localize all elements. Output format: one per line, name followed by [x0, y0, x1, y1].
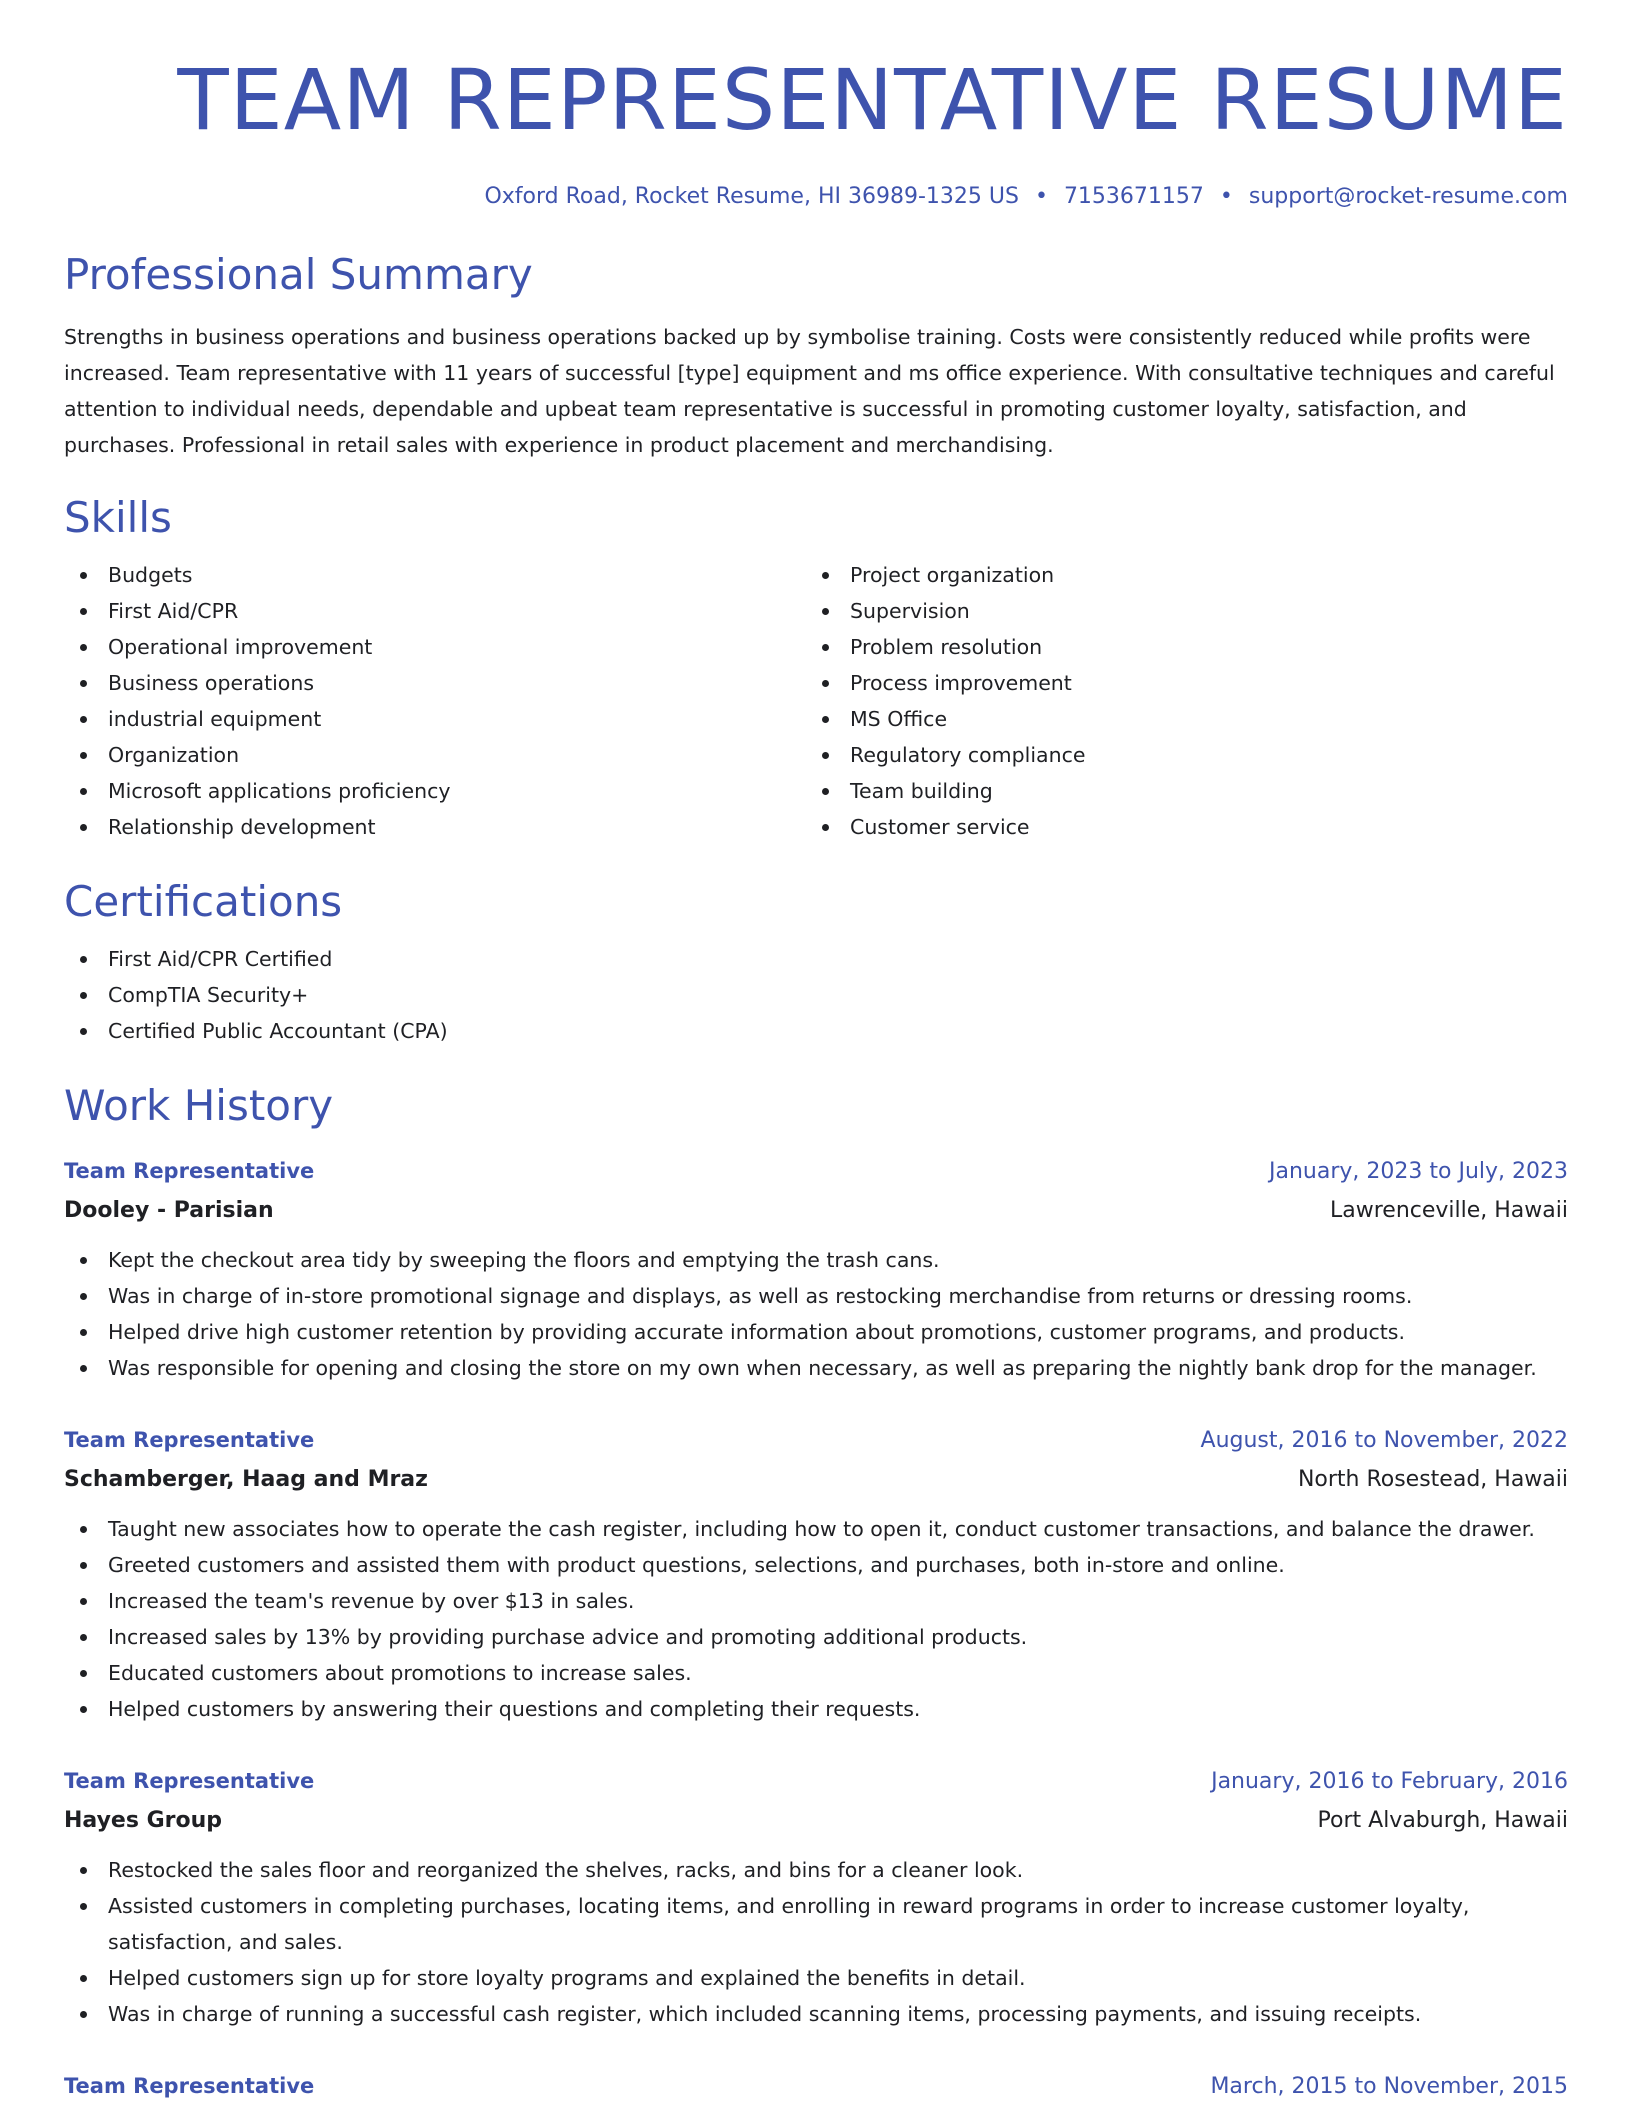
skill-item: industrial equipment [64, 701, 806, 737]
certification-item: First Aid/CPR Certified [64, 941, 1568, 977]
job-duty: Increased the team's revenue by over $13 in sales. [64, 1583, 1568, 1619]
certifications-heading: Certifications [64, 876, 343, 926]
job-dates: August, 2016 to November, 2022 [1200, 1428, 1568, 1454]
skills-heading: Skills [64, 492, 172, 542]
job-dates: March, 2015 to November, 2015 [1210, 2074, 1568, 2100]
job-entry [64, 2066, 1568, 2107]
job-duties-list [64, 1511, 1568, 1727]
contact-address: Oxford Road, Rocket Resume, HI 36989-1325 US [484, 184, 1019, 209]
job-header-row [64, 2066, 1568, 2107]
skills-list-right [806, 557, 1568, 845]
job-entry [64, 1420, 1568, 1727]
job-duty: Increased sales by 13% by providing purchase advice and promoting additional products. [64, 1619, 1568, 1655]
contact-separator: • [1034, 184, 1048, 209]
resume-title: TEAM REPRESENTATIVE RESUME [177, 51, 1568, 149]
skill-item: Microsoft applications proficiency [64, 773, 806, 809]
certification-item: Certified Public Accountant (CPA) [64, 1013, 1568, 1049]
job-role: Team Representative [64, 1159, 315, 1184]
job-location: Port Alvaburgh, Hawaii [1317, 1808, 1568, 1834]
skill-item: Operational improvement [64, 629, 806, 665]
job-duty: Was responsible for opening and closing the store on my own when necessary, as well as preparing the nightly bank drop for the manager. [64, 1350, 1568, 1386]
contact-line [64, 184, 1568, 210]
skill-item: Relationship development [64, 809, 806, 845]
summary-text: Strengths in business operations and business operations backed up by symbolise training. Costs were consistently reduced while profits were increased. Team representative with 11 years of successful [type] equipment and ms office experience. With consultative techniques and careful attention to individual needs, dependable and upbeat team representative is successful in promoting customer loyalty, satisfaction, and purchases. Professional in retail sales with experience in product placement and merchandising. [64, 324, 1555, 457]
job-duty: Restocked the sales floor and reorganized the shelves, racks, and bins for a cleaner look. [64, 1852, 1568, 1888]
skill-item: Process improvement [806, 665, 1568, 701]
job-duty: Helped customers by answering their questions and completing their requests. [64, 1691, 1568, 1727]
skill-item: Customer service [806, 809, 1568, 845]
contact-phone: 7153671157 [1063, 184, 1204, 209]
job-company-row [64, 1802, 1568, 1840]
skill-item: Business operations [64, 665, 806, 701]
job-entry [64, 1151, 1568, 1386]
job-entry [64, 1761, 1568, 2032]
job-header-row [64, 1761, 1568, 1802]
job-company: Hayes Group [64, 1808, 223, 1834]
job-duty: Greeted customers and assisted them with product questions, selections, and purchases, both in-store and online. [64, 1547, 1568, 1583]
skill-item: Budgets [64, 557, 806, 593]
job-duty: Was in charge of running a successful cash register, which included scanning items, processing payments, and issuing receipts. [64, 1996, 1568, 2032]
job-header-row [64, 1420, 1568, 1461]
skill-item: MS Office [806, 701, 1568, 737]
job-company-row [64, 1461, 1568, 1499]
job-company-row [64, 1192, 1568, 1230]
job-duties-list [64, 1852, 1568, 2032]
job-duty: Helped customers sign up for store loyalty programs and explained the benefits in detail. [64, 1960, 1568, 1996]
contact-separator: • [1219, 184, 1233, 209]
contact-email: support@rocket-resume.com [1248, 184, 1568, 209]
job-location: North Rosestead, Hawaii [1297, 1467, 1568, 1493]
skills-grid [64, 557, 1568, 845]
job-duties-list [64, 1242, 1568, 1386]
job-duty: Educated customers about promotions to increase sales. [64, 1655, 1568, 1691]
skill-item: Regulatory compliance [806, 737, 1568, 773]
job-location: Lawrenceville, Hawaii [1329, 1198, 1568, 1224]
job-duty: Taught new associates how to operate the cash register, including how to open it, conduct customer transactions, and balance the drawer. [64, 1511, 1568, 1547]
skill-item: Team building [806, 773, 1568, 809]
skill-item: Project organization [806, 557, 1568, 593]
job-company: Dooley - Parisian [64, 1198, 274, 1224]
summary-heading: Professional Summary [64, 250, 533, 300]
work-history-heading: Work History [64, 1080, 334, 1130]
job-duty: Was in charge of in-store promotional signage and displays, as well as restocking merchandise from returns or dressing rooms. [64, 1278, 1568, 1314]
job-dates: January, 2023 to July, 2023 [1269, 1159, 1568, 1185]
job-dates: January, 2016 to February, 2016 [1211, 1769, 1568, 1795]
skill-item: Organization [64, 737, 806, 773]
skill-item: Supervision [806, 593, 1568, 629]
job-duty: Assisted customers in completing purchases, locating items, and enrolling in reward programs in order to increase customer loyalty, satisfaction, and sales. [64, 1888, 1568, 1960]
skill-item: First Aid/CPR [64, 593, 806, 629]
job-role: Team Representative [64, 1428, 315, 1453]
job-company: Schamberger, Haag and Mraz [64, 1467, 428, 1493]
skill-item: Problem resolution [806, 629, 1568, 665]
job-duty: Helped drive high customer retention by providing accurate information about promotions, customer programs, and products. [64, 1314, 1568, 1350]
certifications-list [64, 941, 1568, 1049]
job-header-row [64, 1151, 1568, 1192]
skills-list-left [64, 557, 806, 845]
certification-item: CompTIA Security+ [64, 977, 1568, 1013]
job-duty: Kept the checkout area tidy by sweeping the floors and emptying the trash cans. [64, 1242, 1568, 1278]
job-role: Team Representative [64, 2074, 315, 2099]
job-role: Team Representative [64, 1769, 315, 1794]
